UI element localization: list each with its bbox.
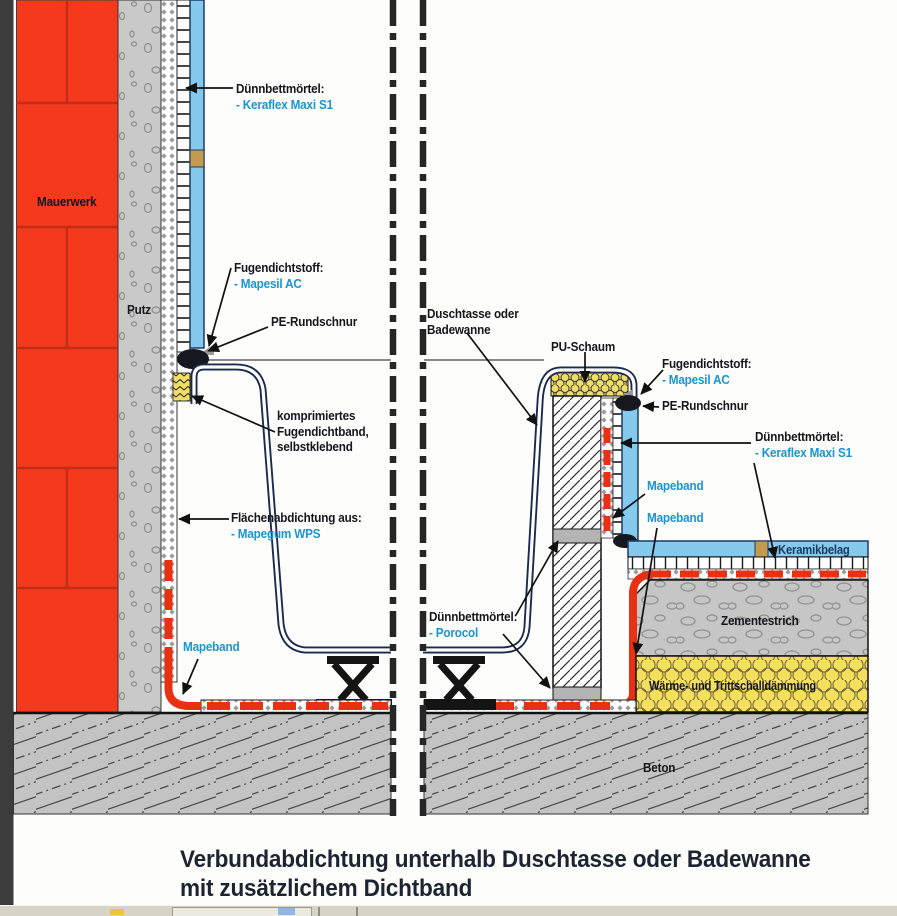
section-left-wall-detail [14, 0, 393, 814]
label-flaechenabdichtung: Flächenabdichtung aus: - Mapegum WPS [231, 510, 362, 541]
label-duennbettmoertel-porocol: Dünnbettmörtel: - Porocol [429, 609, 518, 640]
caption-title: Verbundabdichtung unterhalb Duschtasse oder Badewanne mit zusätzlichem Dichtband [180, 846, 811, 902]
label-mapeband-right-2: Mapeband [647, 510, 704, 525]
label-beton: Beton [643, 760, 676, 775]
taskbar-app-icon-blue[interactable] [278, 908, 295, 915]
label-keramikbelag: Keramikbelag [778, 543, 850, 557]
section-cut-lines [393, 0, 423, 816]
label-pe-rundschnur-right: PE-Rundschnur [662, 398, 749, 413]
label-duschtasse: Duschtasse oder Badewanne [427, 306, 519, 337]
label-duennbettmoertel-left: Dünnbettmörtel: - Keraflex Maxi S1 [236, 81, 333, 112]
label-pe-rundschnur-left: PE-Rundschnur [271, 314, 358, 329]
label-duennbettmoertel-right: Dünnbettmörtel: - Keraflex Maxi S1 [755, 429, 852, 460]
label-putz: Putz [127, 302, 151, 317]
taskbar[interactable] [0, 905, 897, 916]
tub-leg-right [424, 656, 496, 710]
label-mauerwerk: Mauerwerk [37, 194, 97, 209]
label-mapeband-left: Mapeband [183, 639, 240, 654]
taskbar-separator [356, 907, 358, 916]
window-edge [0, 0, 14, 905]
label-mapeband-right-1: Mapeband [647, 478, 704, 493]
label-waermedaemmung: Wärme- und Trittschalldämmung [649, 678, 816, 693]
label-fugendichtstoff-left: Fugendichtstoff: - Mapesil AC [234, 260, 324, 291]
taskbar-app-icon[interactable] [110, 909, 124, 915]
label-pu-schaum: PU-Schaum [551, 339, 616, 354]
label-fugendichtstoff-right: Fugendichtstoff: - Mapesil AC [662, 356, 752, 387]
label-komprimiertes-fugendichtband: komprimiertes Fugendichtband, selbstklebend [277, 408, 369, 454]
taskbar-separator [318, 907, 320, 916]
label-zementestrich: Zementestrich [721, 613, 799, 628]
